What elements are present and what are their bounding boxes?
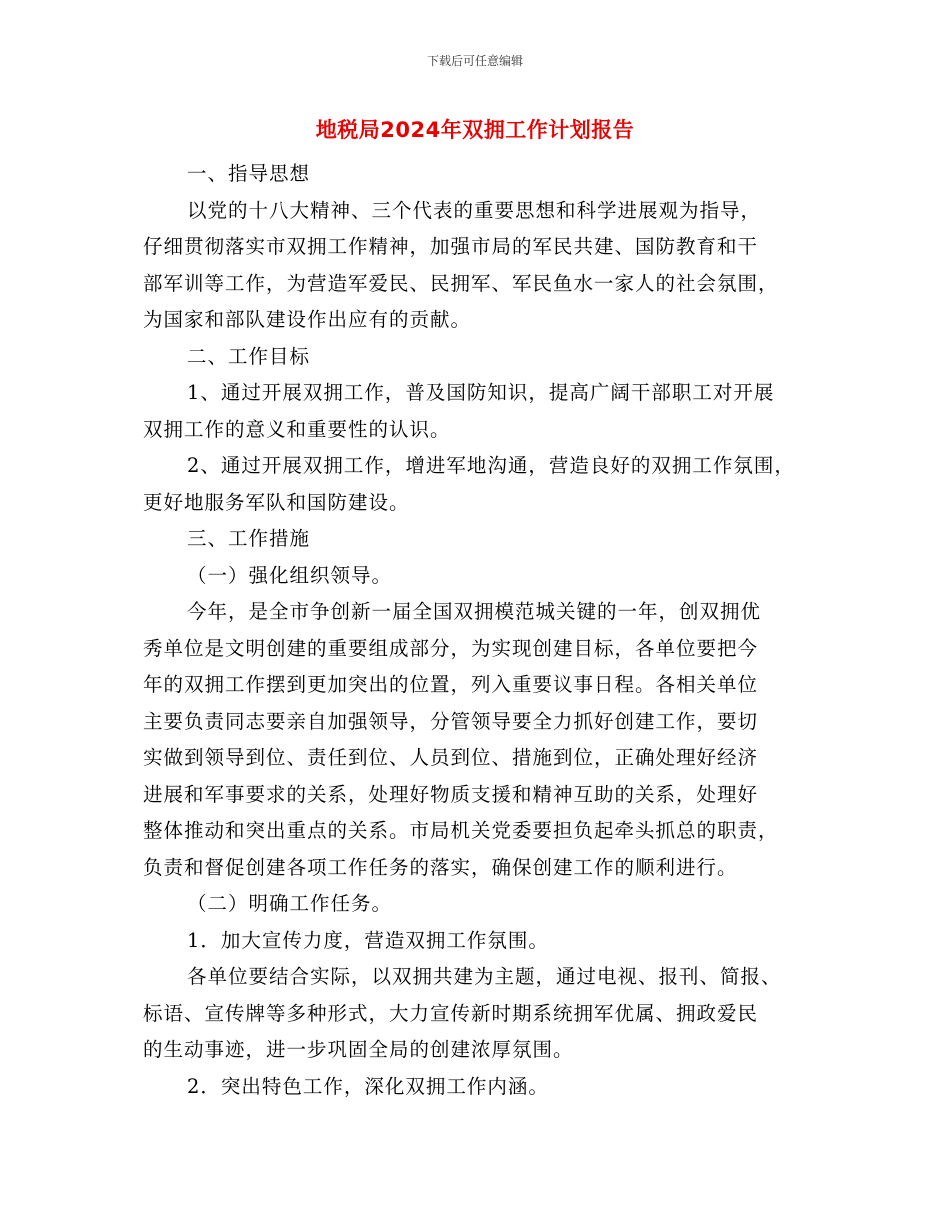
- paragraph-line: 为国家和部队建设作出应有的贡献。: [143, 308, 472, 331]
- paragraph-line: 以党的十八大精神、三个代表的重要思想和科学进展观为指导，: [187, 198, 762, 222]
- header-note: 下载后可任意编辑: [426, 54, 523, 68]
- section-heading: 一、指导思想: [187, 162, 311, 185]
- paragraph-line: 负责和督促创建各项工作任务的落实，确保创建工作的顺利进行。: [143, 855, 738, 879]
- paragraph-line: 的生动事迹，进一步巩固全局的创建浓厚氛围。: [143, 1038, 574, 1061]
- paragraph-line: 整体推动和突出重点的关系。市局机关党委要担负起牵头抓总的职责，: [143, 819, 779, 842]
- paragraph-line: 实做到领导到位、责任到位、人员到位、措施到位，正确处理好经济: [143, 746, 759, 769]
- paragraph-line: 进展和军事要求的关系，处理好物质支援和精神互助的关系，处理好: [143, 782, 759, 806]
- paragraph-line: 2、通过开展双拥工作，增进军地沟通，营造良好的双拥工作氛围，: [187, 454, 795, 477]
- paragraph-line: 标语、宣传牌等多种形式，大力宣传新时期系统拥军优属、拥政爱民: [143, 1001, 759, 1025]
- paragraph-line: 各单位要结合实际，以双拥共建为主题，通过电视、报刊、简报、: [187, 965, 782, 988]
- section-heading: 二、工作目标: [187, 344, 311, 368]
- paragraph-line: 更好地服务军队和国防建设。: [143, 490, 410, 514]
- paragraph-line: 部军训等工作，为营造军爱民、民拥军、军民鱼水一家人的社会氛围，: [143, 271, 779, 295]
- subsection-heading: （一）强化组织领导。: [187, 563, 393, 587]
- item-heading: 2．突出特色工作，深化双拥工作内涵。: [187, 1074, 549, 1098]
- paragraph-line: 仔细贯彻落实市双拥工作精神，加强市局的军民共建、国防教育和干: [143, 235, 759, 258]
- paragraph-line: 主要负责同志要亲自加强领导，分管领导要全力抓好创建工作，要切: [143, 709, 759, 733]
- paragraph-line: 1、通过开展双拥工作，普及国防知识，提高广阔干部职工对开展: [187, 381, 775, 404]
- section-heading: 三、工作措施: [187, 527, 311, 550]
- paragraph-line: 秀单位是文明创建的重要组成部分，为实现创建目标，各单位要把今: [143, 636, 759, 660]
- subsection-heading: （二）明确工作任务。: [187, 892, 393, 915]
- paragraph-line: 今年，是全市争创新一届全国双拥模范城关键的一年，创双拥优: [187, 600, 762, 623]
- paragraph-line: 双拥工作的意义和重要性的认识。: [143, 417, 451, 441]
- document-title: 地税局2024年双拥工作计划报告: [315, 118, 635, 142]
- document-body: [143, 156, 813, 1105]
- paragraph-line: 年的双拥工作摆到更加突出的位置，列入重要议事日程。各相关单位: [143, 673, 759, 696]
- item-heading: 1．加大宣传力度，营造双拥工作氛围。: [187, 928, 549, 952]
